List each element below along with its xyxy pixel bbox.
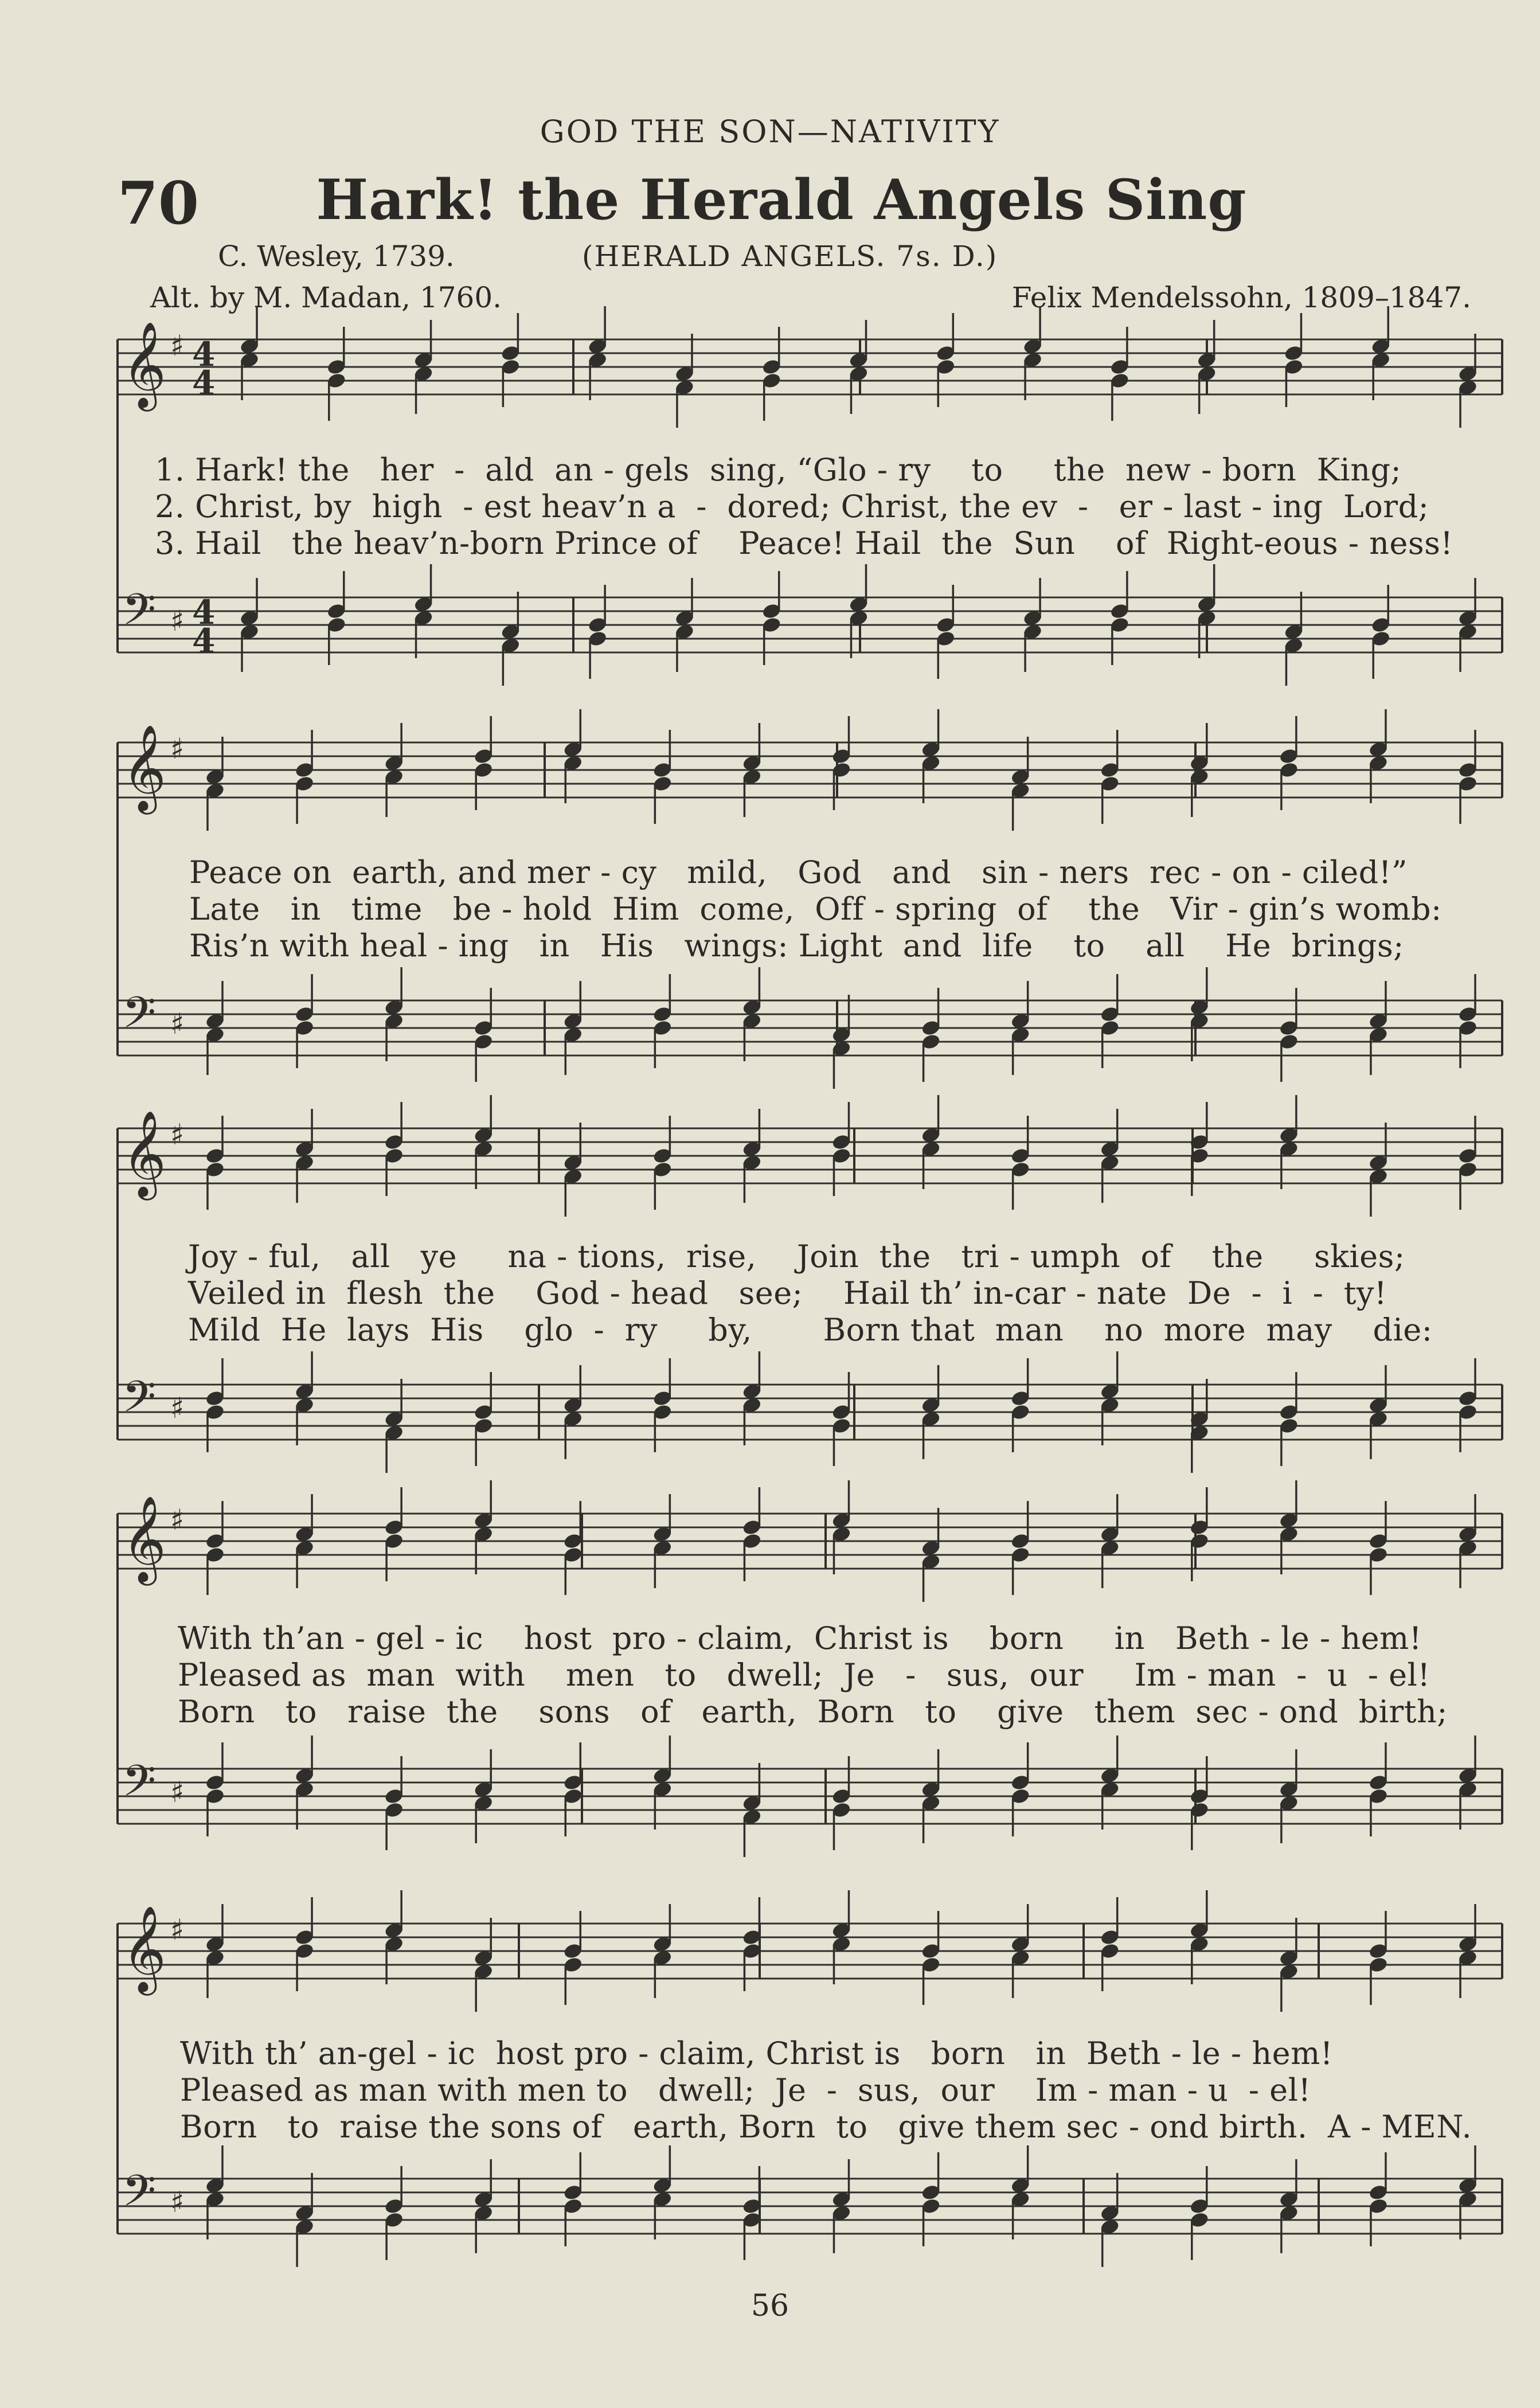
time-signature-bottom: 4 xyxy=(192,363,216,402)
lyric-s2-v1: Peace on earth, and mer - cy mild, God and sin - ners rec - on - ciled!” xyxy=(189,854,1408,890)
time-signature-top: 4 xyxy=(192,593,216,632)
sharp-icon: ♯ xyxy=(170,1503,185,1537)
lyric-s2-v3: Ris’n with heal - ing in His wings: Light and life to all He brings; xyxy=(189,928,1404,964)
section-title: GOD THE SON—NATIVITY xyxy=(540,114,1000,150)
lyric-s1-v2: 2. Christ, by high - est heav’n a - dored; Christ, the ev - er - last - ing Lord; xyxy=(155,488,1429,525)
sharp-icon: ♯ xyxy=(170,1391,185,1425)
lyric-s3-v2: Veiled in flesh the God - head see; Hail th’ in-car - nate De - i - ty! xyxy=(188,1275,1387,1311)
composer-credit: Felix Mendelssohn, 1809–1847. xyxy=(1011,281,1471,314)
treble-clef-icon: 𝄞 xyxy=(122,1905,166,1992)
treble-clef-icon: 𝄞 xyxy=(122,724,166,811)
lyric-s5-v1: With th’ an-gel - ic host pro - claim, Christ is born in Beth - le - hem! xyxy=(180,2035,1333,2071)
sharp-icon: ♯ xyxy=(170,1007,185,1041)
sharp-icon: ♯ xyxy=(170,2186,185,2219)
treble-clef-icon: 𝄞 xyxy=(122,320,166,408)
sharp-icon: ♯ xyxy=(170,329,185,362)
bass-clef-icon: 𝄢 xyxy=(122,1371,157,1433)
bass-clef-icon: 𝄢 xyxy=(122,2165,157,2227)
sharp-icon: ♯ xyxy=(170,1776,185,1809)
lyric-s2-v2: Late in time be - hold Him come, Off - spring of the Vir - gin’s womb: xyxy=(189,891,1442,927)
lyric-s5-v3: Born to raise the sons of earth, Born to give them sec - ond birth. A - MEN. xyxy=(180,2109,1472,2145)
page-number: 56 xyxy=(751,2289,789,2323)
sharp-icon: ♯ xyxy=(170,1118,185,1151)
tune-name: (HERALD ANGELS. 7s. D.) xyxy=(582,240,998,273)
lyric-s5-v2: Pleased as man with men to dwell; Je - sus, our Im - man - u - el! xyxy=(180,2072,1311,2108)
hymn-title: Hark! the Herald Angels Sing xyxy=(316,167,1247,232)
bass-clef-icon: 𝄢 xyxy=(122,1756,157,1817)
time-signature-top: 4 xyxy=(192,335,216,374)
lyric-s4-v1: With th’an - gel - ic host pro - claim, Christ is born in Beth - le - hem! xyxy=(178,1620,1422,1656)
author-credit: C. Wesley, 1739. xyxy=(218,240,455,273)
lyric-s1-v1: 1. Hark! the her - ald an - gels sing, “Glo - ry to the new - born King; xyxy=(155,452,1402,488)
lyric-s1-v3: 3. Hail the heav’n-born Prince of Peace! Hail the Sun of Right-eous - ness! xyxy=(155,525,1453,561)
lyric-s4-v3: Born to raise the sons of earth, Born to give them sec - ond birth; xyxy=(178,1694,1448,1730)
alteration-credit: Alt. by M. Madan, 1760. xyxy=(150,281,502,314)
bass-clef-icon: 𝄢 xyxy=(122,987,157,1049)
treble-clef-icon: 𝄞 xyxy=(122,1109,166,1197)
sharp-icon: ♯ xyxy=(170,604,185,638)
lyric-s4-v2: Pleased as man with men to dwell; Je - sus, our Im - man - u - el! xyxy=(178,1657,1430,1693)
time-signature-bottom: 4 xyxy=(192,621,216,660)
hymn-number: 70 xyxy=(118,169,199,238)
sharp-icon: ♯ xyxy=(170,1913,185,1946)
treble-clef-icon: 𝄞 xyxy=(122,1495,166,1582)
lyric-s3-v3: Mild He lays His glo - ry by, Born that man no more may die: xyxy=(188,1312,1433,1348)
sharp-icon: ♯ xyxy=(170,732,185,765)
bass-clef-icon: 𝄢 xyxy=(122,584,157,646)
lyric-s3-v1: Joy - ful, all ye na - tions, rise, Join the tri - umph of the skies; xyxy=(188,1238,1405,1275)
